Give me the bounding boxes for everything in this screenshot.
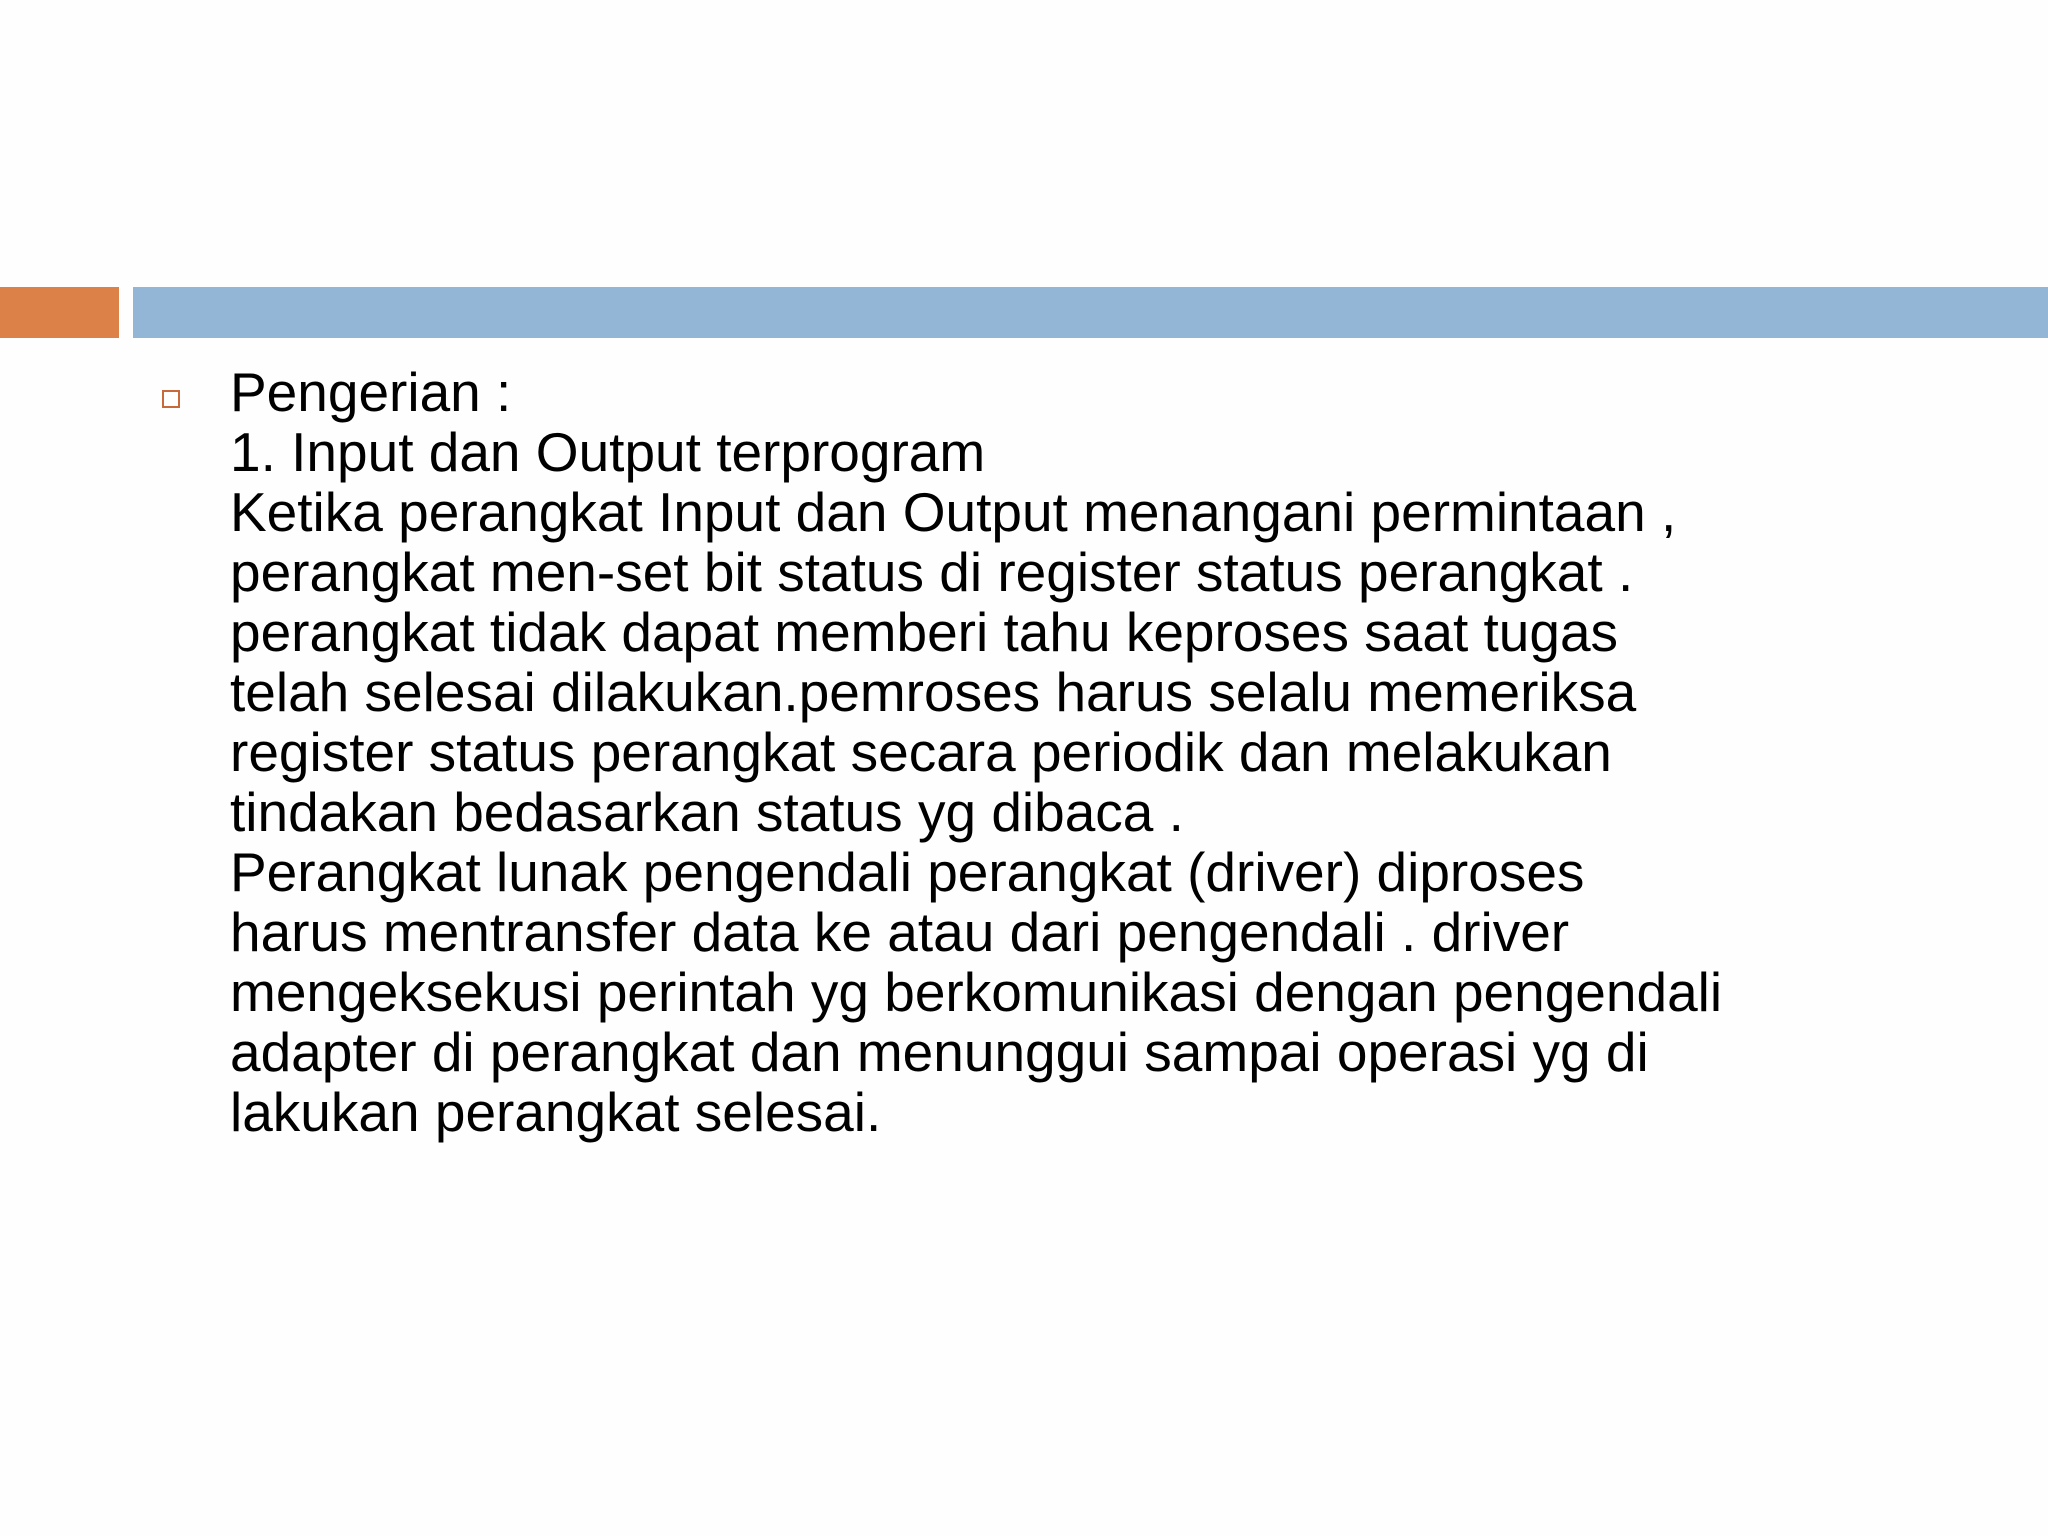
body-line: lakukan perangkat selesai.: [230, 1081, 882, 1143]
body-line: 1. Input dan Output terprogram: [230, 421, 986, 483]
slide-body-text: [230, 362, 2020, 1142]
header-accent-blue-bar: [133, 287, 2048, 338]
body-line: tindakan bedasarkan status yg dibaca .: [230, 781, 1184, 843]
body-line: perangkat tidak dapat memberi tahu keproses saat tugas: [230, 601, 1619, 663]
square-bullet-icon: [162, 390, 180, 408]
body-line: adapter di perangkat dan menunggui sampai operasi yg di: [230, 1021, 1649, 1083]
header-accent-orange-bar: [0, 287, 119, 338]
body-line: harus mentransfer data ke atau dari pengendali . driver: [230, 901, 1570, 963]
body-line: Pengerian :: [230, 361, 512, 423]
body-line: Perangkat lunak pengendali perangkat (driver) diproses: [230, 841, 1585, 903]
body-line: mengeksekusi perintah yg berkomunikasi dengan pengendali: [230, 961, 1723, 1023]
body-line: register status perangkat secara periodik dan melakukan: [230, 721, 1612, 783]
body-line: Ketika perangkat Input dan Output menangani permintaan ,: [230, 481, 1677, 543]
body-line: telah selesai dilakukan.pemroses harus selalu memeriksa: [230, 661, 1637, 723]
body-line: perangkat men-set bit status di register status perangkat .: [230, 541, 1634, 603]
